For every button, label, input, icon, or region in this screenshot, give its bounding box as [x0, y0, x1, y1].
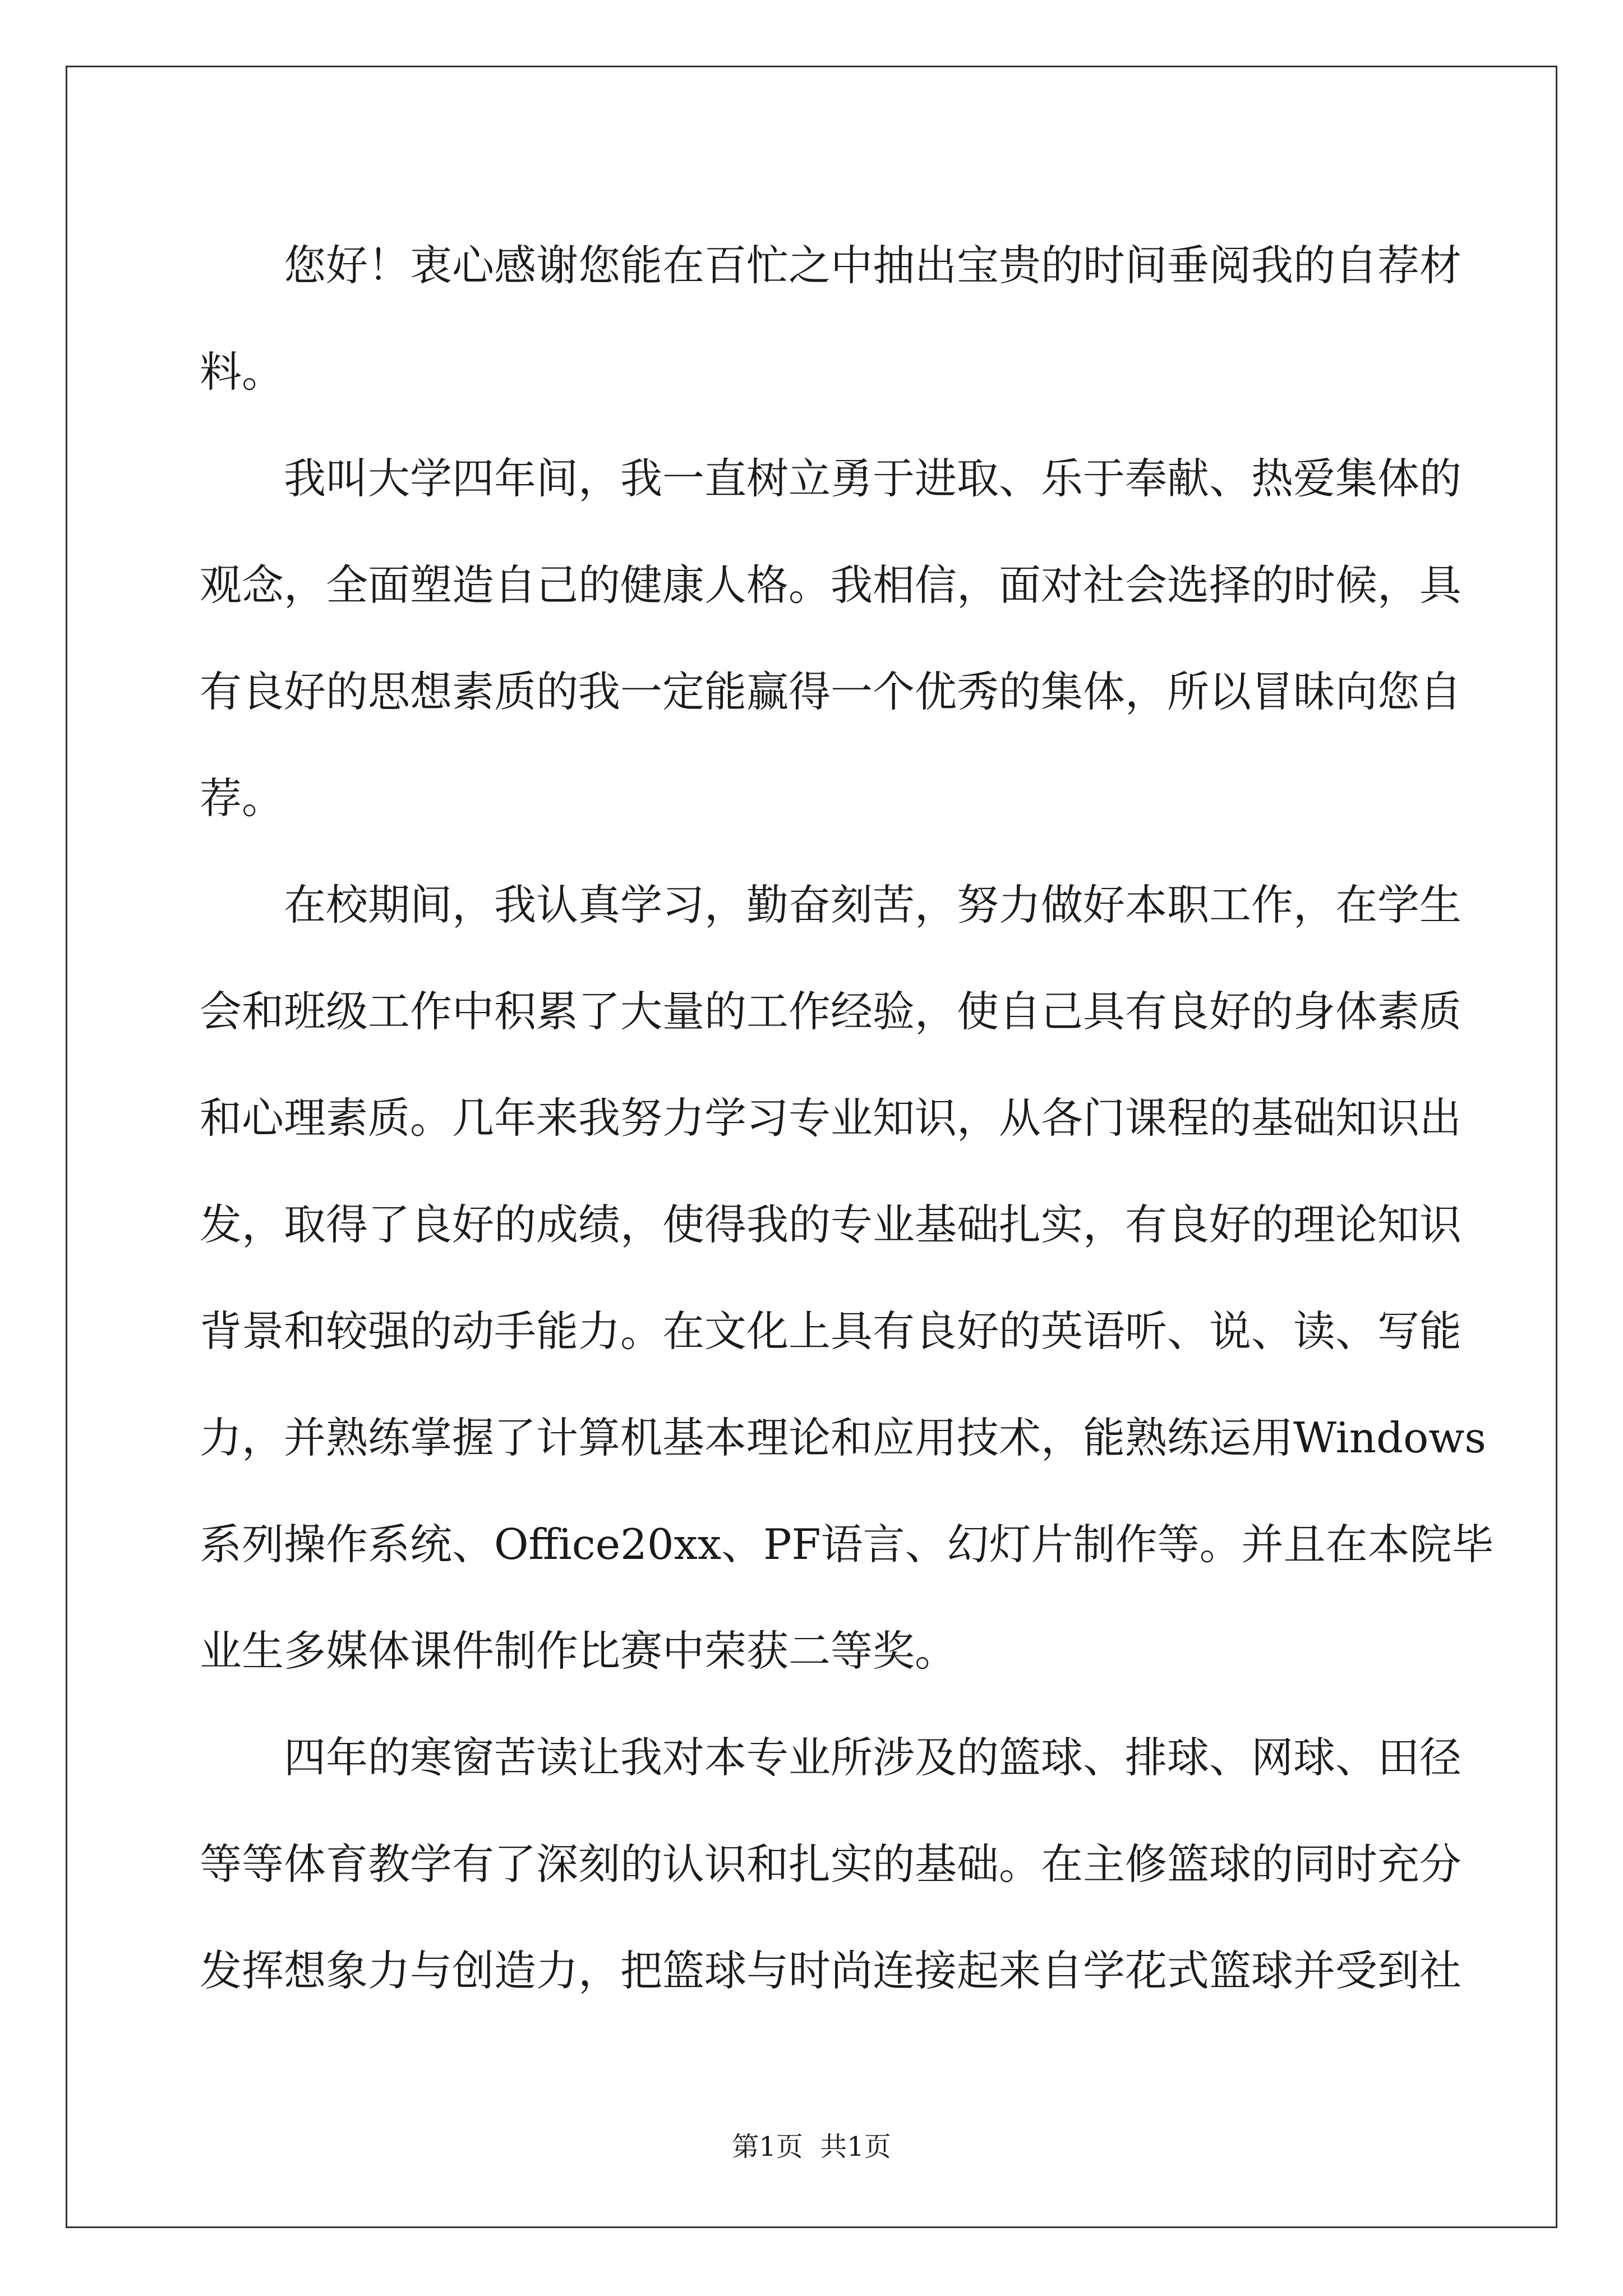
paragraph-3-line-2: 会和班级工作中积累了大量的工作经验，使自己具有良好的身体素质 [200, 987, 1462, 1036]
paragraph-3-line-1: 在校期间，我认真学习，勤奋刻苦，努力做好本职工作，在学生 [284, 880, 1462, 930]
paragraph-3-line-5: 背景和较强的动手能力。在文化上具有良好的英语听、说、读、写能 [200, 1306, 1462, 1356]
paragraph-3-line-3: 和心理素质。几年来我努力学习专业知识，从各门课程的基础知识出 [200, 1093, 1462, 1143]
paragraph-1-line-2: 料。 [200, 347, 284, 397]
paragraph-2-line-3: 有良好的思想素质的我一定能赢得一个优秀的集体，所以冒昧向您自 [200, 667, 1462, 716]
paragraph-4-line-1: 四年的寒窗苦读让我对本专业所涉及的篮球、排球、网球、田径 [284, 1733, 1462, 1782]
letter-body [200, 212, 1494, 2024]
page-number: 第1页 共1页 [732, 2131, 891, 2162]
paragraph-3-line-6: 力，并熟练掌握了计算机基本理论和应用技术，能熟练运用Windows [200, 1413, 1486, 1462]
paragraph-4-line-2: 等等体育教学有了深刻的认识和扎实的基础。在主修篮球的同时充分 [200, 1839, 1462, 1889]
paragraph-3-line-7: 系列操作系统、Office20xx、PF语言、幻灯片制作等。并且在本院毕 [200, 1520, 1494, 1569]
page-footer [0, 2125, 1623, 2164]
paragraph-2-line-4: 荐。 [200, 774, 284, 823]
paragraph-1-line-1: 您好！衷心感谢您能在百忙之中抽出宝贵的时间垂阅我的自荐材 [284, 241, 1462, 290]
paragraph-3-line-4: 发，取得了良好的成绩，使得我的专业基础扎实，有良好的理论知识 [200, 1200, 1462, 1249]
paragraph-4-line-3: 发挥想象力与创造力，把篮球与时尚连接起来自学花式篮球并受到社 [200, 1946, 1462, 1995]
paragraph-3-line-8: 业生多媒体课件制作比赛中荣获二等奖。 [200, 1626, 957, 1676]
paragraph-2-line-2: 观念，全面塑造自己的健康人格。我相信，面对社会选择的时候，具 [200, 560, 1462, 610]
paragraph-2-line-1: 我叫大学四年间，我一直树立勇于进取、乐于奉献、热爱集体的 [284, 454, 1462, 503]
